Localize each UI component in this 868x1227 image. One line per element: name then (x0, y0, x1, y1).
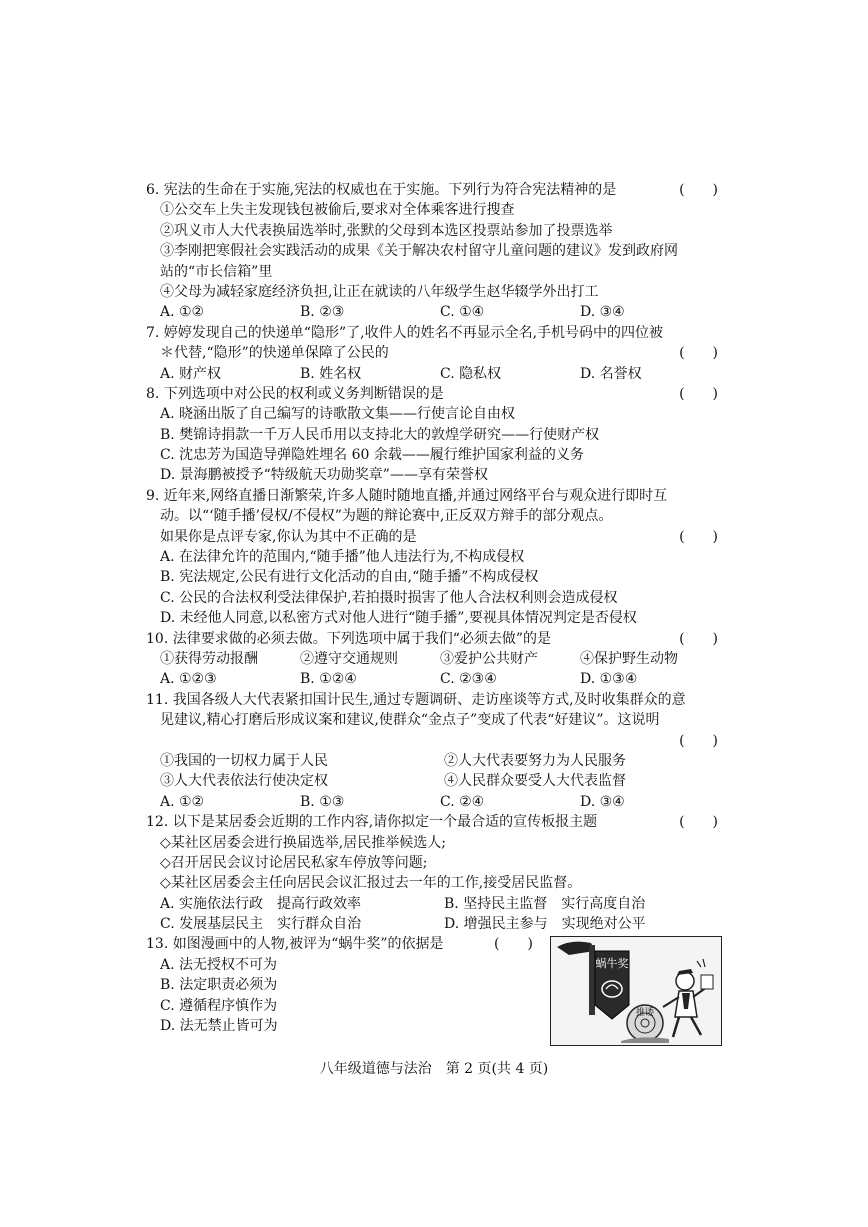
option-b[interactable]: B. ②③ (300, 304, 345, 321)
option-b[interactable]: B. 法定职责必须为 (160, 977, 278, 994)
question-10-stem: 10. 法律要求做的必须去做。下列选项中属于我们“必须去做”的是 (146, 630, 552, 647)
statement: ③李刚把寒假社会实践活动的成果《关于解决农村留守儿童问题的建议》发到政府网 (160, 243, 678, 260)
option-c[interactable]: C. ②④ (440, 793, 485, 810)
statement: ②巩义市人大代表换届选举时,张默的父母到本选区投票站参加了投票选举 (160, 222, 613, 239)
option-a[interactable]: A. 在法律允许的范围内,“随手播”他人违法行为,不构成侵权 (160, 549, 525, 566)
option-d[interactable]: D. ①③④ (580, 671, 638, 688)
option-b[interactable]: B. 宪法规定,公民有进行文化活动的自由,“随手播”不构成侵权 (160, 569, 539, 586)
statement: ④父母为减轻家庭经济负担,让正在就读的八年级学生赵华辍学外出打工 (160, 283, 599, 300)
option-b[interactable]: B. 坚持民主监督 实行高度自治 (444, 895, 646, 912)
statement: ①公交车上失主发现钱包被偷后,要求对全体乘客进行搜查 (160, 202, 515, 219)
option-a[interactable]: A. ①② (160, 304, 205, 321)
statement: ◇某社区居委会主任向居民会议汇报过去一年的工作,接受居民监督。 (160, 875, 582, 892)
statement: ①我国的一切权力属于人民 (160, 752, 328, 769)
statement: ③爱护公共财产 (440, 650, 538, 667)
question-13 (146, 934, 726, 1036)
question-7-stem-cont: ＊代替,“隐形”的快递单保障了公民的 (160, 345, 389, 362)
options-row (146, 792, 726, 812)
option-d[interactable]: D. ③④ (580, 793, 625, 810)
snail-award-cartoon (550, 936, 722, 1046)
option-b[interactable]: B. ①②④ (300, 671, 357, 688)
answer-blank[interactable]: ( ) (679, 385, 718, 402)
answer-blank[interactable]: ( ) (494, 936, 533, 953)
page-footer: 八年级道德与法治 第 2 页(共 4 页) (319, 1061, 549, 1077)
option-d[interactable]: D. 增强民主参与 实现绝对公平 (444, 916, 646, 933)
statement: ②遵守交通规则 (300, 650, 398, 667)
question-10 (146, 629, 726, 690)
option-a[interactable]: A. ①②③ (160, 671, 217, 688)
question-9-stem-cont: 如果你是点评专家,你认为其中不正确的是 (160, 528, 417, 545)
question-12 (146, 812, 726, 934)
option-a[interactable]: A. 财产权 (160, 365, 222, 382)
banner-text: 蜗牛奖 (595, 957, 629, 971)
option-a[interactable]: A. 法无授权不可为 (160, 956, 278, 973)
option-c[interactable]: C. 沈忠芳为国造导弹隐姓埋名 60 余载——履行维护国家利益的义务 (160, 447, 584, 464)
question-8 (146, 384, 726, 486)
option-c[interactable]: C. ②③④ (440, 671, 497, 688)
options-row (146, 669, 726, 689)
answer-blank[interactable]: ( ) (679, 528, 718, 545)
option-d[interactable]: D. ③④ (580, 304, 625, 321)
statement: ◇召开居民会议讨论居民私家车停放等问题; (160, 854, 428, 871)
statement: ③人大代表依法行使决定权 (160, 773, 328, 790)
question-6-stem: 6. 宪法的生命在于实施,宪法的权威也在于实施。下列行为符合宪法精神的是 (146, 182, 617, 198)
statements-row (146, 751, 726, 771)
cartoon-illustration (551, 937, 721, 1045)
options-row (146, 302, 726, 322)
option-c[interactable]: C. ①④ (440, 304, 485, 321)
question-12-stem: 12. 以下是某居委会近期的工作内容,请你拟定一个最合适的宣传板报主题 (146, 814, 598, 831)
option-c[interactable]: C. 发展基层民主 实行群众自治 (160, 916, 362, 933)
question-6 (146, 180, 726, 323)
question-8-stem: 8. 下列选项中对公民的权利或义务判断错误的是 (146, 385, 444, 402)
question-9-stem: 9. 近年来,网络直播日渐繁荣,许多人随时随地直播,并通过网络平台与观众进行即时互 (146, 487, 668, 504)
option-d[interactable]: D. 景海鹏被授予“特级航天功勋奖章”——享有荣誉权 (160, 467, 488, 484)
question-11-stem: 11. 我国各级人大代表紧扣国计民生,通过专题调研、走访座谈等方式,及时收集群众的意 (146, 691, 686, 708)
question-9 (146, 486, 726, 629)
statement: ④人民群众要受人大代表监督 (444, 773, 626, 790)
answer-blank[interactable]: ( ) (679, 182, 718, 198)
option-d[interactable]: D. 名誉权 (580, 365, 642, 382)
question-7-stem: 7. 婷婷发现自己的快递单“隐形”了,收件人的姓名不再显示全名,手机号码中的四位被 (146, 324, 664, 341)
statements-row (146, 771, 726, 791)
statement: 站的“市长信箱”里 (160, 263, 273, 280)
statement: ②人大代表要努力为人民服务 (444, 752, 626, 769)
option-c[interactable]: C. 公民的合法权利受法律保护,若拍摄时损害了他人合法权利则会造成侵权 (160, 589, 618, 606)
statement: ④保护野生动物 (580, 650, 678, 667)
option-a[interactable]: A. ①② (160, 793, 205, 810)
option-a[interactable]: A. 实施依法行政 提高行政效率 (160, 895, 362, 912)
statement: ◇某社区居委会进行换届选举,居民推举候选人; (160, 834, 446, 851)
answer-blank[interactable]: ( ) (679, 732, 718, 749)
shell-text: 推诿 (635, 1008, 655, 1019)
option-d[interactable]: D. 未经他人同意,以私密方式对他人进行“随手播”,要视具体情况判定是否侵权 (160, 610, 637, 627)
option-b[interactable]: B. 樊锦诗捐款一千万人民币用以支持北大的敦煌学研究——行使财产权 (160, 426, 600, 443)
question-11 (146, 690, 726, 812)
option-c[interactable]: C. 隐私权 (440, 365, 502, 382)
option-b[interactable]: B. 姓名权 (300, 365, 362, 382)
option-b[interactable]: B. ①③ (300, 793, 345, 810)
question-11-stem-cont: 见建议,精心打磨后形成议案和建议,使群众“金点子”变成了代表“好建议”。这说明 (160, 712, 660, 729)
option-c[interactable]: C. 遵循程序慎作为 (160, 997, 278, 1014)
options-row (146, 894, 726, 914)
statement: ①获得劳动报酬 (160, 650, 258, 667)
options-row (146, 364, 726, 384)
option-d[interactable]: D. 法无禁止皆可为 (160, 1018, 278, 1035)
question-13-stem: 13. 如图漫画中的人物,被评为“蜗牛奖”的依据是 (146, 936, 444, 953)
question-9-stem-cont: 动。以“‘随手播’侵权/不侵权”为题的辩论赛中,正反双方辩手的部分观点。 (160, 508, 613, 525)
question-list (146, 180, 726, 1036)
option-a[interactable]: A. 晓涵出版了自己编写的诗歌散文集——行使言论自由权 (160, 406, 516, 423)
answer-blank[interactable]: ( ) (679, 630, 718, 647)
statements-row (146, 649, 726, 669)
answer-blank[interactable]: ( ) (679, 345, 718, 362)
answer-blank[interactable]: ( ) (679, 814, 718, 831)
options-row (146, 914, 726, 934)
question-7 (146, 323, 726, 384)
